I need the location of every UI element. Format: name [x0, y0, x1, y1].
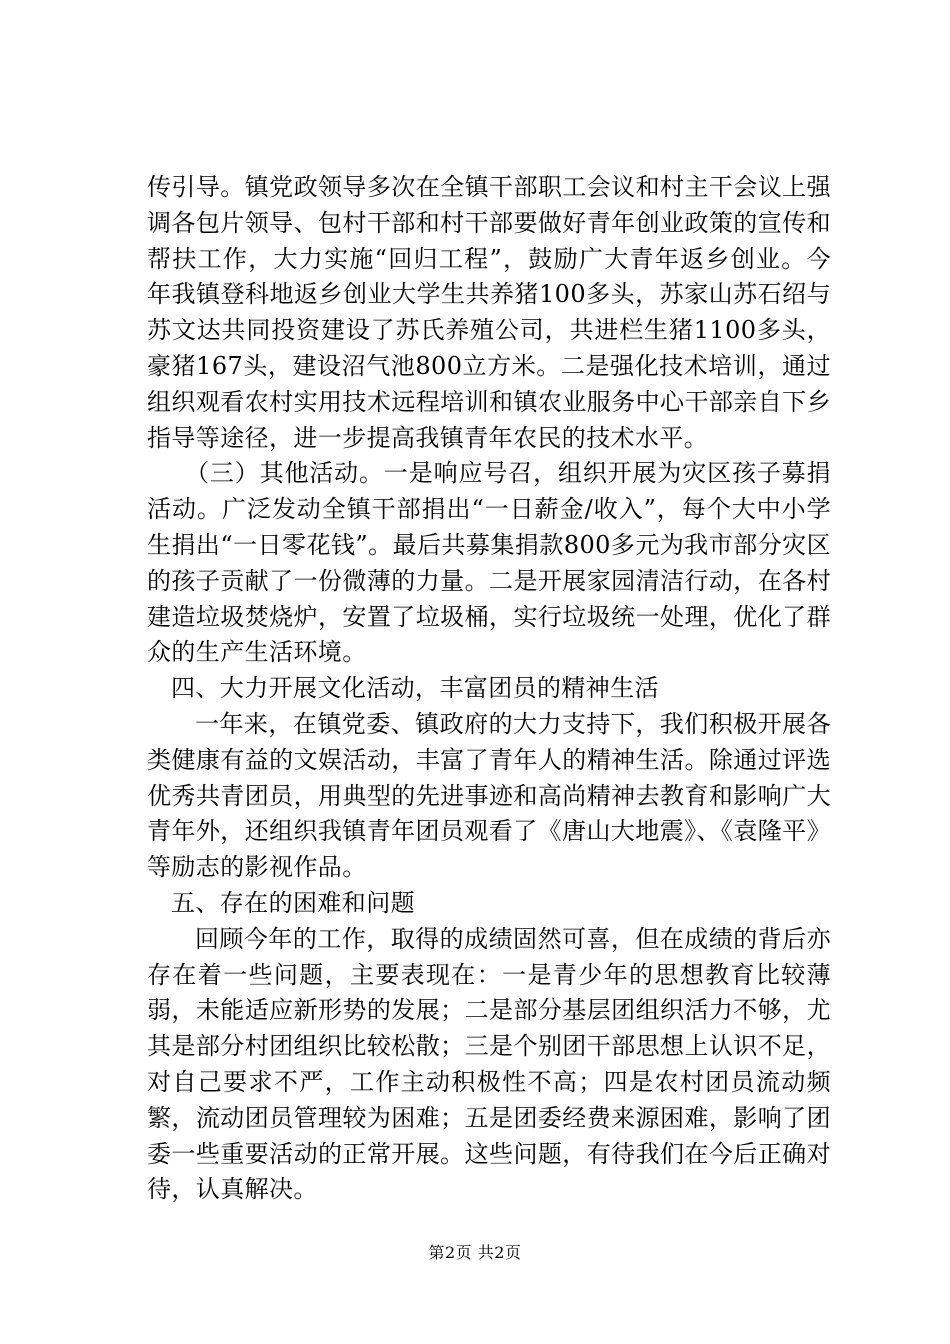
- paragraph-cultural-activities: 一年来，在镇党委、镇政府的大力支持下，我们积极开展各类健康有益的文娱活动，丰富了青年人的精神生活。除通过评选优秀共青团员，用典型的先进事迹和高尚精神去教育和影响广大青年外，还组织我镇青年团员观看了《唐山大地震》、《袁隆平》等励志的影视作品。: [147, 709, 831, 882]
- paragraph-problems: 回顾今年的工作，取得的成绩固然可喜，但在成绩的背后亦存在着一些问题，主要表现在：一是青少年的思想教育比较薄弱，未能适应新形势的发展；二是部分基层团组织活力不够，尤其是部分村团组织比较松散；三是个别团干部思想上认识不足，对自己要求不严，工作主动积极性不高；四是农村团员流动频繁，流动团员管理较为困难；五是团委经费来源困难，影响了团委一些重要活动的正常开展。这些问题，有待我们在今后正确对待，认真解决。: [147, 924, 831, 1204]
- section-heading-cultural-activities: 四、大力开展文化活动，丰富团员的精神生活: [171, 674, 659, 703]
- page-number-footer: 第2页 共2页: [428, 1243, 522, 1262]
- document-body: [147, 170, 831, 1208]
- paragraph-other-activities: （三）其他活动。一是响应号召，组织开展为灾区孩子募捐活动。广泛发动全镇干部捐出“一日薪金/收入”，每个大中小学生捐出“一日零花钱”。最后共募集捐款800多元为我市部分灾区的孩子贡献了一份微薄的力量。二是开展家园清洁行动，在各村建造垃圾焚烧炉，安置了垃圾桶，实行垃圾统一处理，优化了群众的生产生活环境。: [147, 459, 831, 667]
- section-heading-problems: 五、存在的困难和问题: [171, 888, 415, 917]
- paragraph-continuation: 传引导。镇党政领导多次在全镇干部职工会议和村主干会议上强调各包片领导、包村干部和村干部要做好青年创业政策的宣传和帮扶工作，大力实施“回归工程”，鼓励广大青年返乡创业。今年我镇登科地返乡创业大学生共养猪100多头，苏家山苏石绍与苏文达共同投资建设了苏氏养殖公司，共进栏生猪1100多头，豪猪167头，建设沼气池800立方米。二是强化技术培训，通过组织观看农村实用技术远程培训和镇农业服务中心干部亲自下乡指导等途径，进一步提高我镇青年农民的技术水平。: [147, 173, 831, 452]
